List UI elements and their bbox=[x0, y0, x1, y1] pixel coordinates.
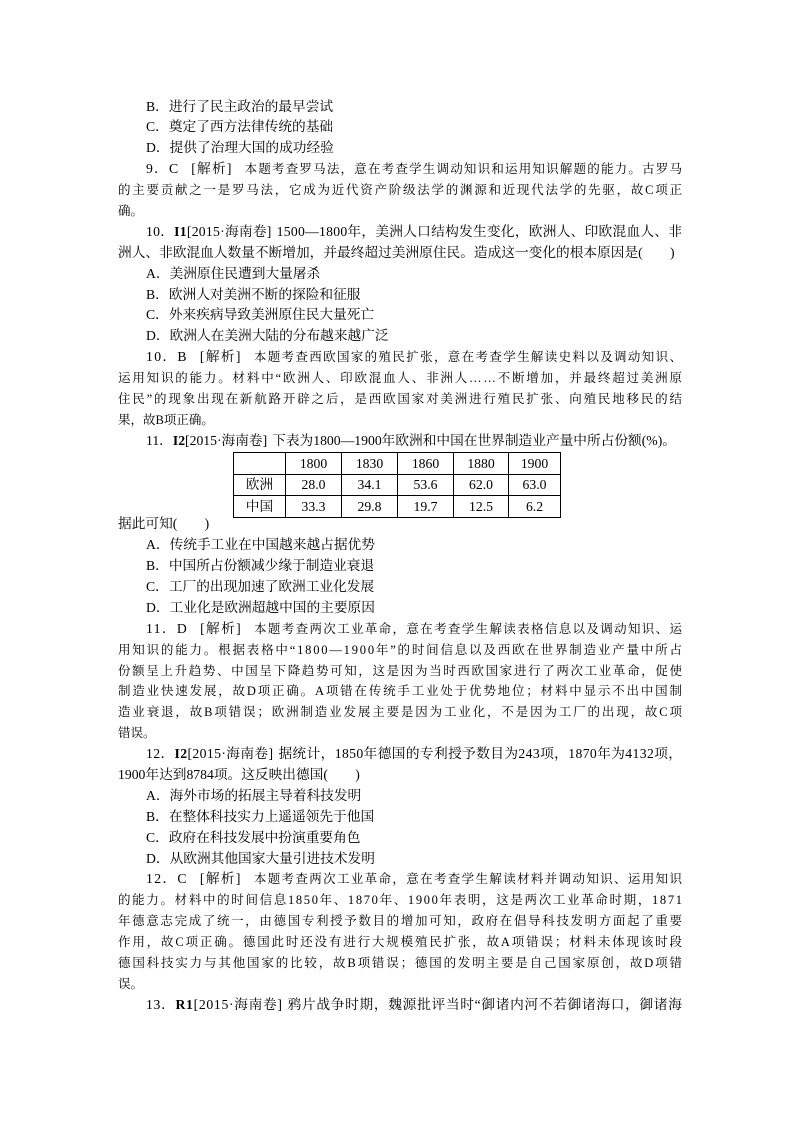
question-stem-line: 1900年达到8784项。这反映出德国( ) bbox=[118, 767, 360, 783]
share-cell: 19.7 bbox=[398, 496, 454, 518]
question-code: I2 bbox=[174, 746, 188, 762]
question-stem-line bbox=[118, 995, 682, 1016]
option-a: A．美洲原住民遭到大量屠杀 bbox=[146, 265, 321, 281]
option-d: D．提供了治理大国的成功经验 bbox=[146, 140, 334, 156]
question-11 bbox=[118, 431, 682, 619]
analysis-line: 作用，故C项正确。德国此时还没有进行大规模殖民扩张，故A项错误；材料未体现该时段 bbox=[118, 935, 684, 950]
question-number: 11． bbox=[146, 432, 173, 448]
option-c: C．政府在科技发展中扮演重要角色 bbox=[146, 829, 361, 845]
question-stem-text: 鸦片战争时期，魏源批评当时“御诸内河不若御诸海口，御诸海 bbox=[287, 996, 683, 1012]
question-stem-text: 1500—1800年，美洲人口结构发生变化，欧洲人、印欧混血人、非 bbox=[276, 223, 683, 239]
analysis-text: 本题考查两次工业革命，意在考查学生解读材料并调动知识、运用知识 bbox=[253, 872, 684, 887]
question-code: I2 bbox=[172, 432, 186, 448]
option-d: D．工业化是欧洲超越中国的主要原因 bbox=[146, 599, 375, 615]
question-stem-text: 下表为1800—1900年欧洲和中国在世界制造业产量中所占份额(%)。 bbox=[272, 432, 676, 448]
question-stem-line: 洲人、非欧混血人数量不断增加，并最终超过美洲原住民。造成这一变化的根本原因是( ) bbox=[118, 244, 675, 260]
q10-analysis bbox=[118, 347, 682, 431]
analysis-tag: [解析] bbox=[200, 620, 243, 636]
year-header-cell: 1880 bbox=[454, 452, 509, 474]
analysis-line: 的能力。材料中的时间信息1850年、1870年、1900年表明，这是两次工业革命时期，1871 bbox=[118, 893, 684, 908]
year-header-cell: 1860 bbox=[398, 452, 454, 474]
analysis-line: 年德意志完成了统一，由德国专利授予数目的增加可知，政府在倡导科技发明方面起了重要 bbox=[118, 914, 684, 929]
analysis-line: 份额呈上升趋势、中国呈下降趋势可知，这是因为当时西欧国家进行了两次工业革命，促使 bbox=[118, 663, 684, 678]
share-cell: 29.8 bbox=[342, 496, 398, 518]
year-header-cell: 1800 bbox=[286, 452, 342, 474]
option-b: B．进行了民主政治的最早尝试 bbox=[146, 98, 334, 114]
region-cell: 欧洲 bbox=[234, 474, 286, 496]
answer-label: 9．C bbox=[146, 161, 180, 177]
q11-analysis bbox=[118, 619, 682, 744]
question-source: [2015·海南卷] bbox=[187, 746, 274, 762]
question-number: 12． bbox=[146, 746, 175, 762]
question-stem-line bbox=[118, 431, 682, 452]
year-header-cell: 1830 bbox=[342, 452, 398, 474]
option-a: A．传统手工业在中国越来越占据优势 bbox=[146, 537, 375, 553]
analysis-line bbox=[118, 619, 682, 640]
table-corner-cell bbox=[234, 452, 286, 474]
option-d: D．欧洲人在美洲大陆的分布越来越广泛 bbox=[146, 328, 389, 344]
share-cell: 34.1 bbox=[342, 474, 398, 496]
manufacturing-share-table bbox=[233, 452, 561, 519]
question-code: I1 bbox=[174, 223, 187, 239]
table-header-row bbox=[234, 452, 561, 474]
option-c: C．奠定了西方法律传统的基础 bbox=[146, 119, 334, 135]
share-cell: 53.6 bbox=[398, 474, 454, 496]
question-source: [2015·海南卷] bbox=[186, 223, 272, 239]
analysis-line: 果，故B项正确。 bbox=[118, 412, 214, 427]
analysis-line: 造业衰退，故B项错误；欧洲制造业发展主要是因为工业化，不是因为工厂的出现，故C项 bbox=[118, 705, 684, 720]
question-13 bbox=[118, 995, 682, 1016]
analysis-tag: [解析] bbox=[199, 349, 242, 365]
analysis-line: 的主要贡献之一是罗马法，它成为近代资产阶级法学的渊源和近现代法学的先驱，故C项正 bbox=[118, 183, 684, 198]
question-number: 10． bbox=[146, 223, 175, 239]
analysis-tag: [解析] bbox=[191, 161, 233, 177]
share-cell: 28.0 bbox=[286, 474, 342, 496]
question-stem-line bbox=[118, 744, 682, 765]
analysis-line: 运用知识的能力。材料中“欧洲人、印欧混血人、非洲人……不断增加，并最终超过美洲原 bbox=[118, 371, 684, 386]
analysis-tag: [解析] bbox=[199, 871, 242, 887]
share-cell: 6.2 bbox=[509, 496, 561, 518]
question-number: 13． bbox=[146, 996, 176, 1012]
analysis-line: 错误。 bbox=[118, 726, 156, 741]
share-table-block bbox=[118, 452, 682, 515]
question-stem-line bbox=[118, 222, 682, 243]
previous-question-options bbox=[118, 97, 682, 160]
analysis-line: 误。 bbox=[118, 976, 144, 991]
year-header-cell: 1900 bbox=[509, 452, 561, 474]
answer-label: 10．B bbox=[146, 349, 188, 365]
q9-analysis bbox=[118, 159, 682, 222]
analysis-line: 确。 bbox=[118, 203, 144, 218]
answer-label: 12．C bbox=[146, 871, 188, 887]
share-cell: 12.5 bbox=[454, 496, 509, 518]
question-prompt: 据此可知( ) bbox=[118, 516, 210, 532]
table-row-europe bbox=[234, 474, 561, 496]
question-source: [2015·海南卷] bbox=[193, 996, 283, 1012]
analysis-line: 制造业快速发展，故D项正确。A项错在传统手工业处于优势地位；材料中显示不出中国制 bbox=[118, 684, 684, 699]
option-b: B．中国所占份额减少缘于制造业衰退 bbox=[146, 558, 375, 574]
option-a: A．海外市场的拓展主导着科技发明 bbox=[146, 787, 362, 803]
analysis-text: 本题考查罗马法，意在考查学生调动知识和运用知识解题的能力。古罗马 bbox=[244, 162, 684, 177]
option-c: C．外来疾病导致美洲原住民大量死亡 bbox=[146, 307, 375, 323]
analysis-line: 德国科技实力与其他国家的比较，故B项错误；德国的发明主要是自己国家原创，故D项错 bbox=[118, 956, 684, 971]
analysis-line bbox=[118, 159, 682, 180]
option-b: B．在整体科技实力上遥遥领先于他国 bbox=[146, 808, 375, 824]
page-content bbox=[118, 97, 682, 1016]
question-source: [2015·海南卷] bbox=[185, 432, 268, 448]
share-cell: 63.0 bbox=[509, 474, 561, 496]
region-cell: 中国 bbox=[234, 496, 286, 518]
analysis-text: 本题考查两次工业革命，意在考查学生解读表格信息以及调动知识、运 bbox=[254, 621, 684, 636]
question-stem-text: 据统计，1850年德国的专利授予数目为243项，1870年为4132项， bbox=[278, 746, 683, 762]
analysis-text: 本题考查西欧国家的殖民扩张，意在考查学生解读史料以及调动知识、 bbox=[253, 350, 684, 365]
option-b: B．欧洲人对美洲不断的探险和征服 bbox=[146, 286, 361, 302]
answer-label: 11．D bbox=[146, 620, 189, 636]
question-code: R1 bbox=[175, 996, 194, 1012]
analysis-line: 住民”的现象出现在新航路开辟之后，是西欧国家对美洲进行殖民扩张、向殖民地移民的结 bbox=[118, 391, 684, 406]
option-d: D．从欧洲其他国家大量引进技术发明 bbox=[146, 850, 375, 866]
question-10 bbox=[118, 222, 682, 347]
analysis-line bbox=[118, 869, 682, 890]
question-12 bbox=[118, 744, 682, 869]
analysis-line: 用知识的能力。根据表格中“1800—1900年”的时间信息以及西欧在世界制造业产量中所占 bbox=[118, 642, 684, 657]
share-cell: 62.0 bbox=[454, 474, 509, 496]
share-cell: 33.3 bbox=[286, 496, 342, 518]
q12-analysis bbox=[118, 869, 682, 994]
analysis-line bbox=[118, 347, 682, 368]
option-c: C．工厂的出现加速了欧洲工业化发展 bbox=[146, 579, 375, 594]
